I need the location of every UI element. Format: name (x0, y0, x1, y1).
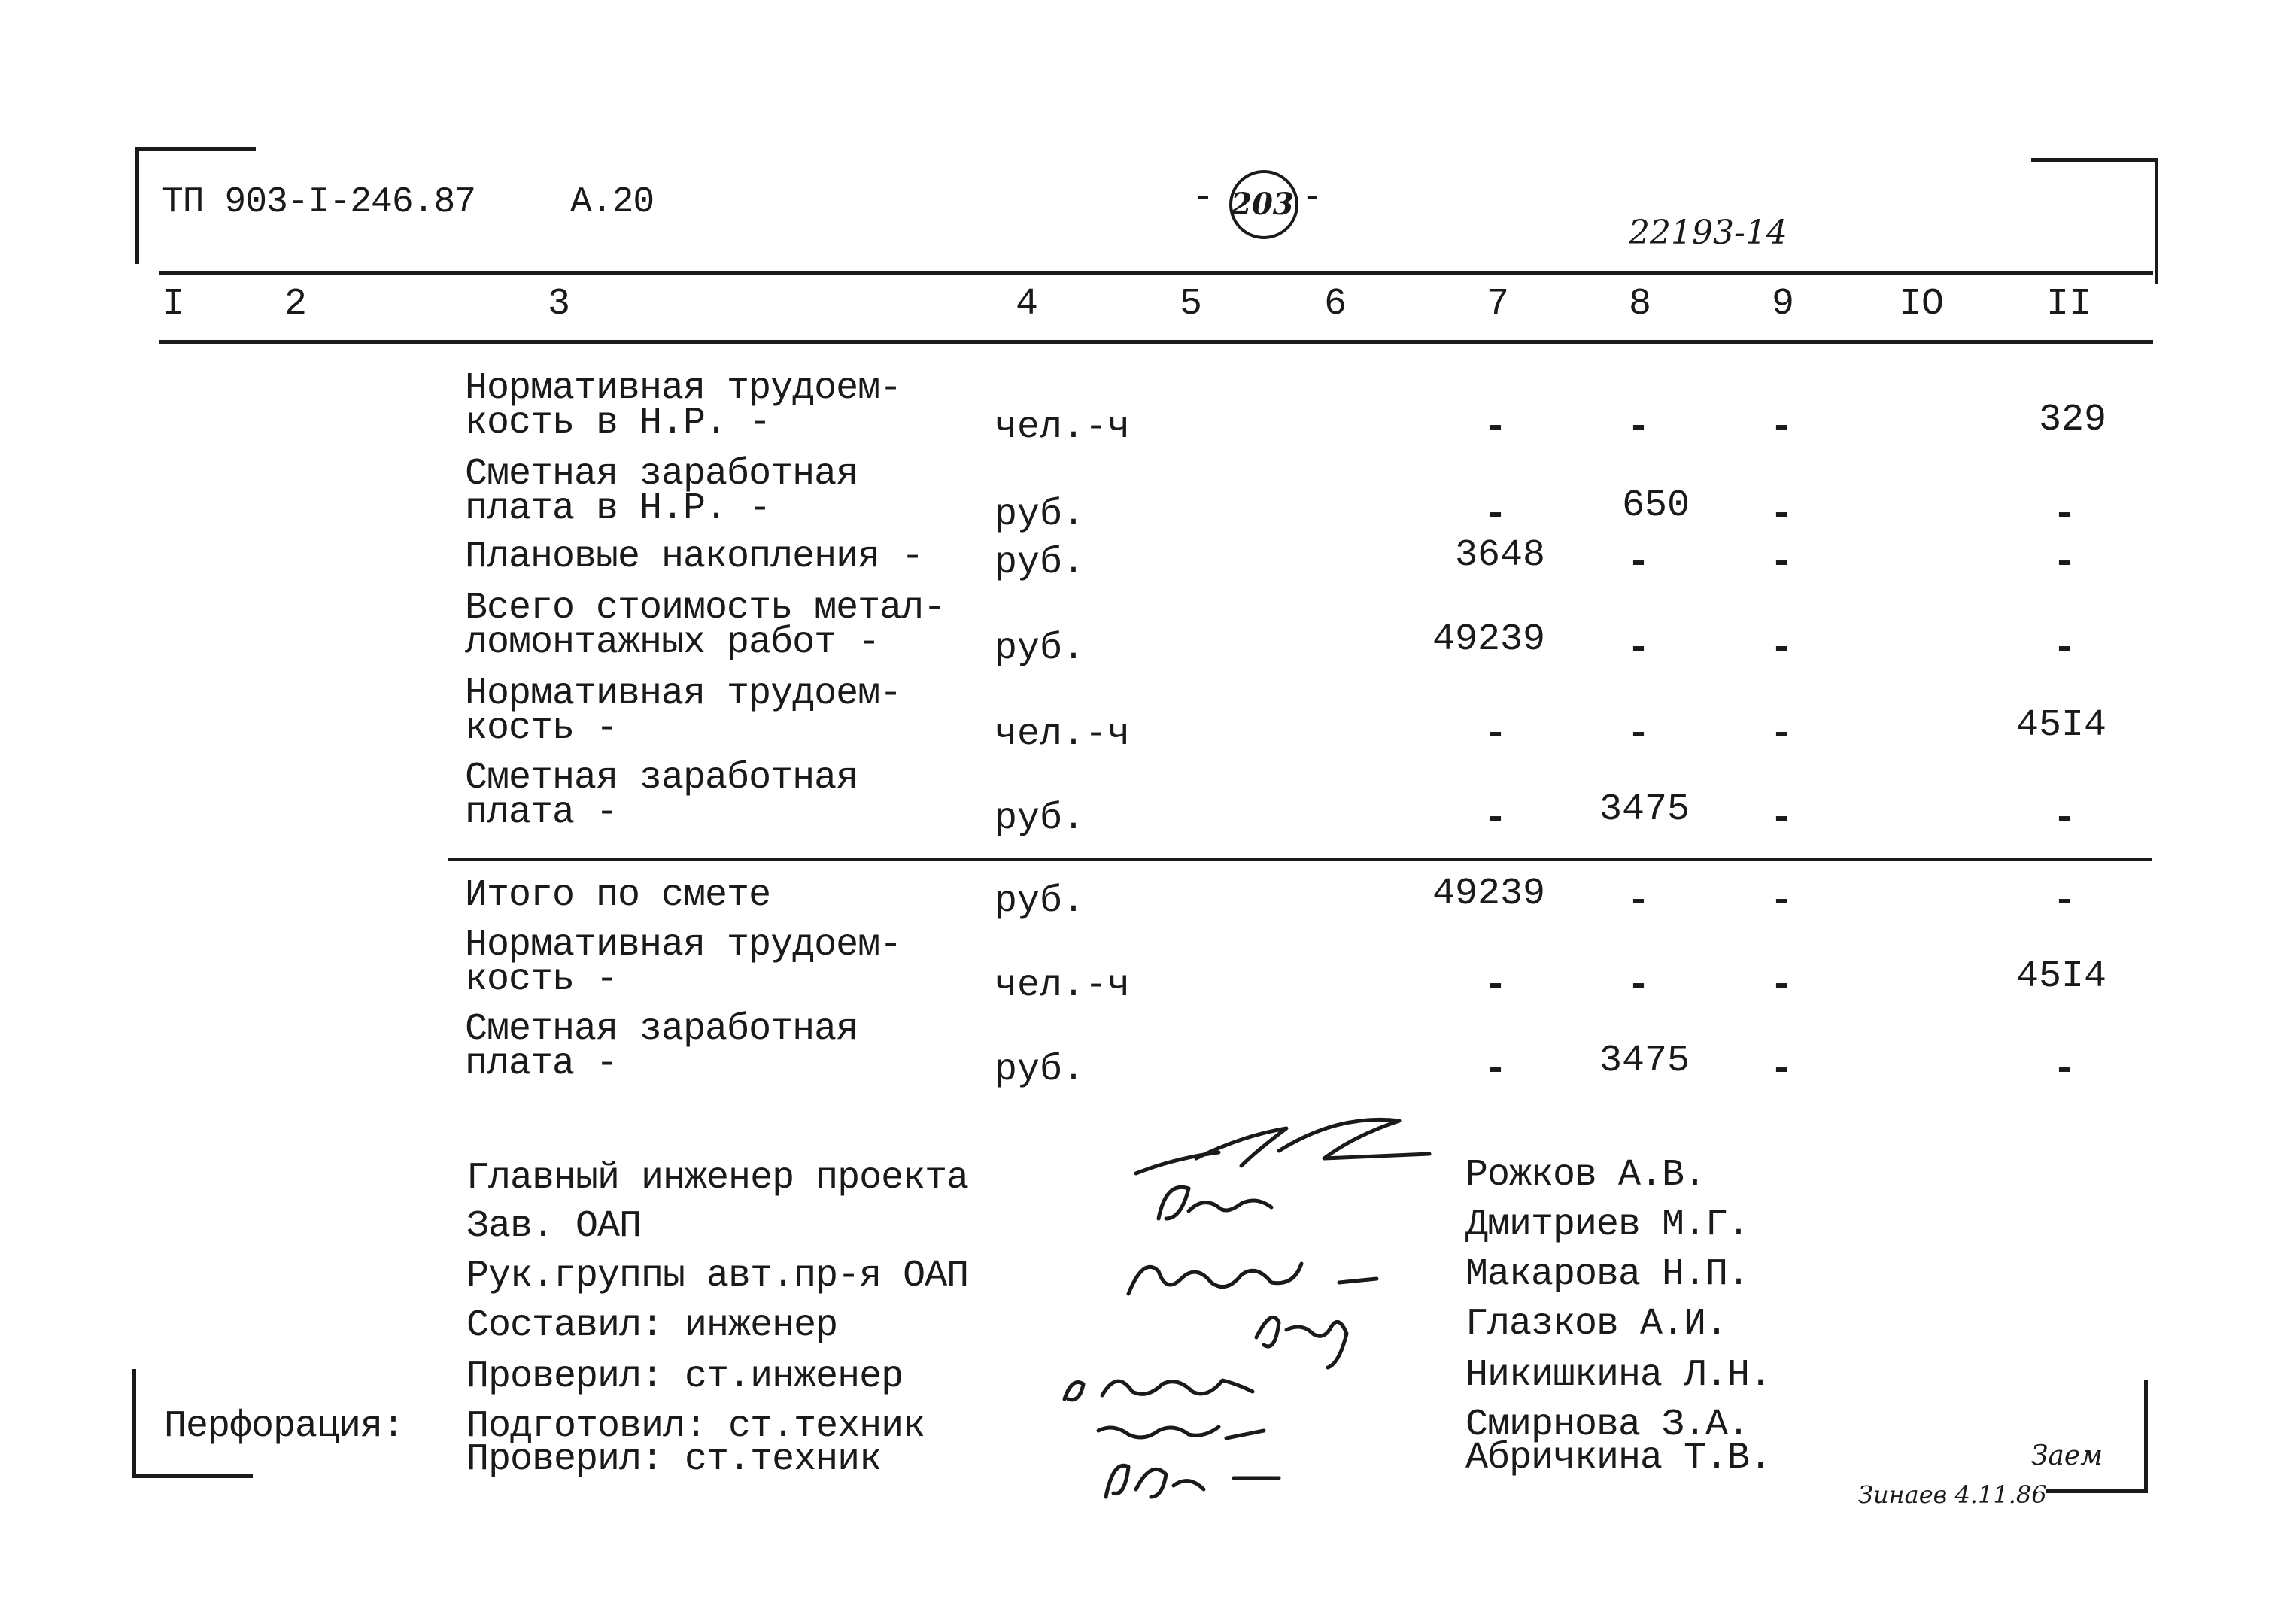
album-number: А.20 (570, 182, 655, 223)
corner-bracket-top-left (135, 147, 256, 151)
signatory-role: Главный инженер проекта (466, 1157, 969, 1200)
row-col9: - (1769, 542, 1793, 584)
row-col11: 45I4 (2015, 955, 2106, 998)
row-col7: - (1484, 1049, 1507, 1091)
row-col8: 650 (1621, 484, 1690, 527)
row-col11: - (2052, 1049, 2076, 1091)
row-label-line2: кость - (465, 958, 618, 1001)
column-number: 2 (284, 283, 308, 326)
row-unit: чел.-ч (995, 713, 1131, 756)
totals-rule (448, 858, 2152, 861)
row-col11: - (2052, 542, 2076, 584)
row-col7: - (1484, 964, 1507, 1007)
column-number: 7 (1487, 283, 1510, 326)
column-number: 4 (1016, 283, 1039, 326)
row-col8: - (1626, 713, 1650, 756)
row-col11: - (2052, 880, 2076, 923)
corner-signature: Зинаев 4.11.86 (1858, 1480, 2047, 1509)
row-col11: 329 (2038, 399, 2106, 442)
page-dash-left: - (1192, 178, 1213, 218)
row-unit: руб. (995, 880, 1086, 923)
row-unit: руб. (995, 542, 1086, 584)
corner-bracket-bottom-right (2046, 1489, 2148, 1493)
row-unit: чел.-ч (995, 406, 1131, 449)
row-col7: 49239 (1432, 873, 1545, 915)
row-col9: - (1769, 797, 1793, 840)
row-col9: - (1769, 493, 1793, 536)
row-unit: руб. (995, 1049, 1086, 1091)
column-number: 3 (548, 283, 571, 326)
row-col7: - (1484, 713, 1507, 756)
column-number: I (162, 283, 185, 326)
row-label-line2: кость в Н.Р. - (465, 402, 771, 445)
corner-bracket-bottom-left (132, 1369, 136, 1478)
signatory-role: Подготовил: ст.техник (466, 1405, 925, 1448)
row-label-line2: плата - (465, 1043, 618, 1085)
row-label-line1: Нормативная трудоем- (465, 672, 902, 715)
row-label-line1: Сметная заработная (465, 757, 858, 800)
corner-bracket-top-left (135, 147, 139, 264)
signature-dmitriev (1144, 1173, 1294, 1234)
signatory-role: Проверил: ст.техник (466, 1438, 882, 1481)
row-col11: - (2052, 493, 2076, 536)
signatory-name: Смирнова З.А. (1465, 1404, 1750, 1446)
document-code: ТП 903-I-246.87 (162, 182, 476, 223)
row-unit: руб. (995, 797, 1086, 840)
column-number: IO (1899, 283, 1945, 326)
row-label-line1: Сметная заработная (465, 1008, 858, 1051)
signature-nikishkina (1049, 1354, 1275, 1414)
signatory-role: Зав. ОАП (466, 1205, 642, 1248)
row-col8: - (1626, 964, 1650, 1007)
row-label-line2: кость - (465, 707, 618, 750)
row-col7: 3648 (1454, 534, 1545, 577)
row-col11: - (2052, 627, 2076, 670)
row-label-line1: Итого по смете (465, 874, 771, 917)
row-col7: 49239 (1432, 618, 1545, 661)
row-col8: - (1626, 880, 1650, 923)
row-col11: 45I4 (2015, 704, 2106, 747)
row-col9: - (1769, 627, 1793, 670)
row-col7: - (1484, 406, 1507, 449)
column-number: 6 (1324, 283, 1347, 326)
row-col8: - (1626, 542, 1650, 584)
row-col7: - (1484, 797, 1507, 840)
signatory-name: Дмитриев М.Г. (1465, 1204, 1750, 1246)
corner-note: Заем (2031, 1440, 2103, 1471)
signatory-name: Глазков А.И. (1465, 1303, 1728, 1346)
row-label-line1: Нормативная трудоем- (465, 924, 902, 967)
corner-bracket-top-right (2031, 158, 2158, 162)
row-col9: - (1769, 406, 1793, 449)
row-unit: руб. (995, 627, 1086, 670)
column-number: 5 (1180, 283, 1203, 326)
page-dash-right: - (1301, 178, 1323, 218)
page-number: 203 (1231, 187, 1294, 222)
row-label-line1: Нормативная трудоем- (465, 367, 902, 410)
signatory-role: Составил: инженер (466, 1304, 838, 1347)
column-number: 9 (1772, 283, 1795, 326)
signatory-name: Рожков А.В. (1465, 1154, 1706, 1197)
signatory-name: Абричкина Т.В. (1465, 1437, 1772, 1480)
row-label-line2: ломонтажных работ - (465, 621, 880, 664)
column-number: II (2046, 283, 2092, 326)
row-col8: - (1626, 627, 1650, 670)
column-number: 8 (1629, 283, 1652, 326)
row-label-line2: плата в Н.Р. - (465, 487, 771, 530)
row-col8: - (1626, 406, 1650, 449)
corner-bracket-bottom-left (132, 1474, 253, 1478)
row-label-line1: Плановые накопления - (465, 536, 924, 578)
signatory-role: Проверил: ст.инженер (466, 1355, 904, 1398)
column-header-rule (159, 340, 2153, 344)
row-unit: руб. (995, 493, 1086, 536)
signatory-role: Рук.группы авт.пр-я ОАП (466, 1255, 969, 1298)
header-rule (159, 271, 2153, 275)
row-label-line1: Сметная заработная (465, 453, 858, 496)
row-col9: - (1769, 964, 1793, 1007)
signatory-name: Макарова Н.П. (1465, 1253, 1750, 1296)
signatory-name: Никишкина Л.Н. (1465, 1354, 1772, 1397)
row-col9: - (1769, 880, 1793, 923)
row-col8: 3475 (1599, 788, 1690, 831)
row-label-line1: Всего стоимость метал- (465, 587, 946, 630)
row-col7: - (1484, 493, 1507, 536)
perforation-label: Перфорация: (164, 1405, 405, 1448)
row-col9: - (1769, 1049, 1793, 1091)
row-col9: - (1769, 713, 1793, 756)
doc-number: 22193-14 (1629, 214, 1787, 252)
row-col8: 3475 (1599, 1040, 1690, 1082)
row-unit: чел.-ч (995, 964, 1131, 1007)
row-col11: - (2052, 797, 2076, 840)
corner-bracket-top-right (2155, 158, 2158, 284)
signature-abrichkina (1076, 1444, 1286, 1512)
corner-bracket-bottom-right (2144, 1380, 2148, 1493)
row-label-line2: плата - (465, 791, 618, 834)
